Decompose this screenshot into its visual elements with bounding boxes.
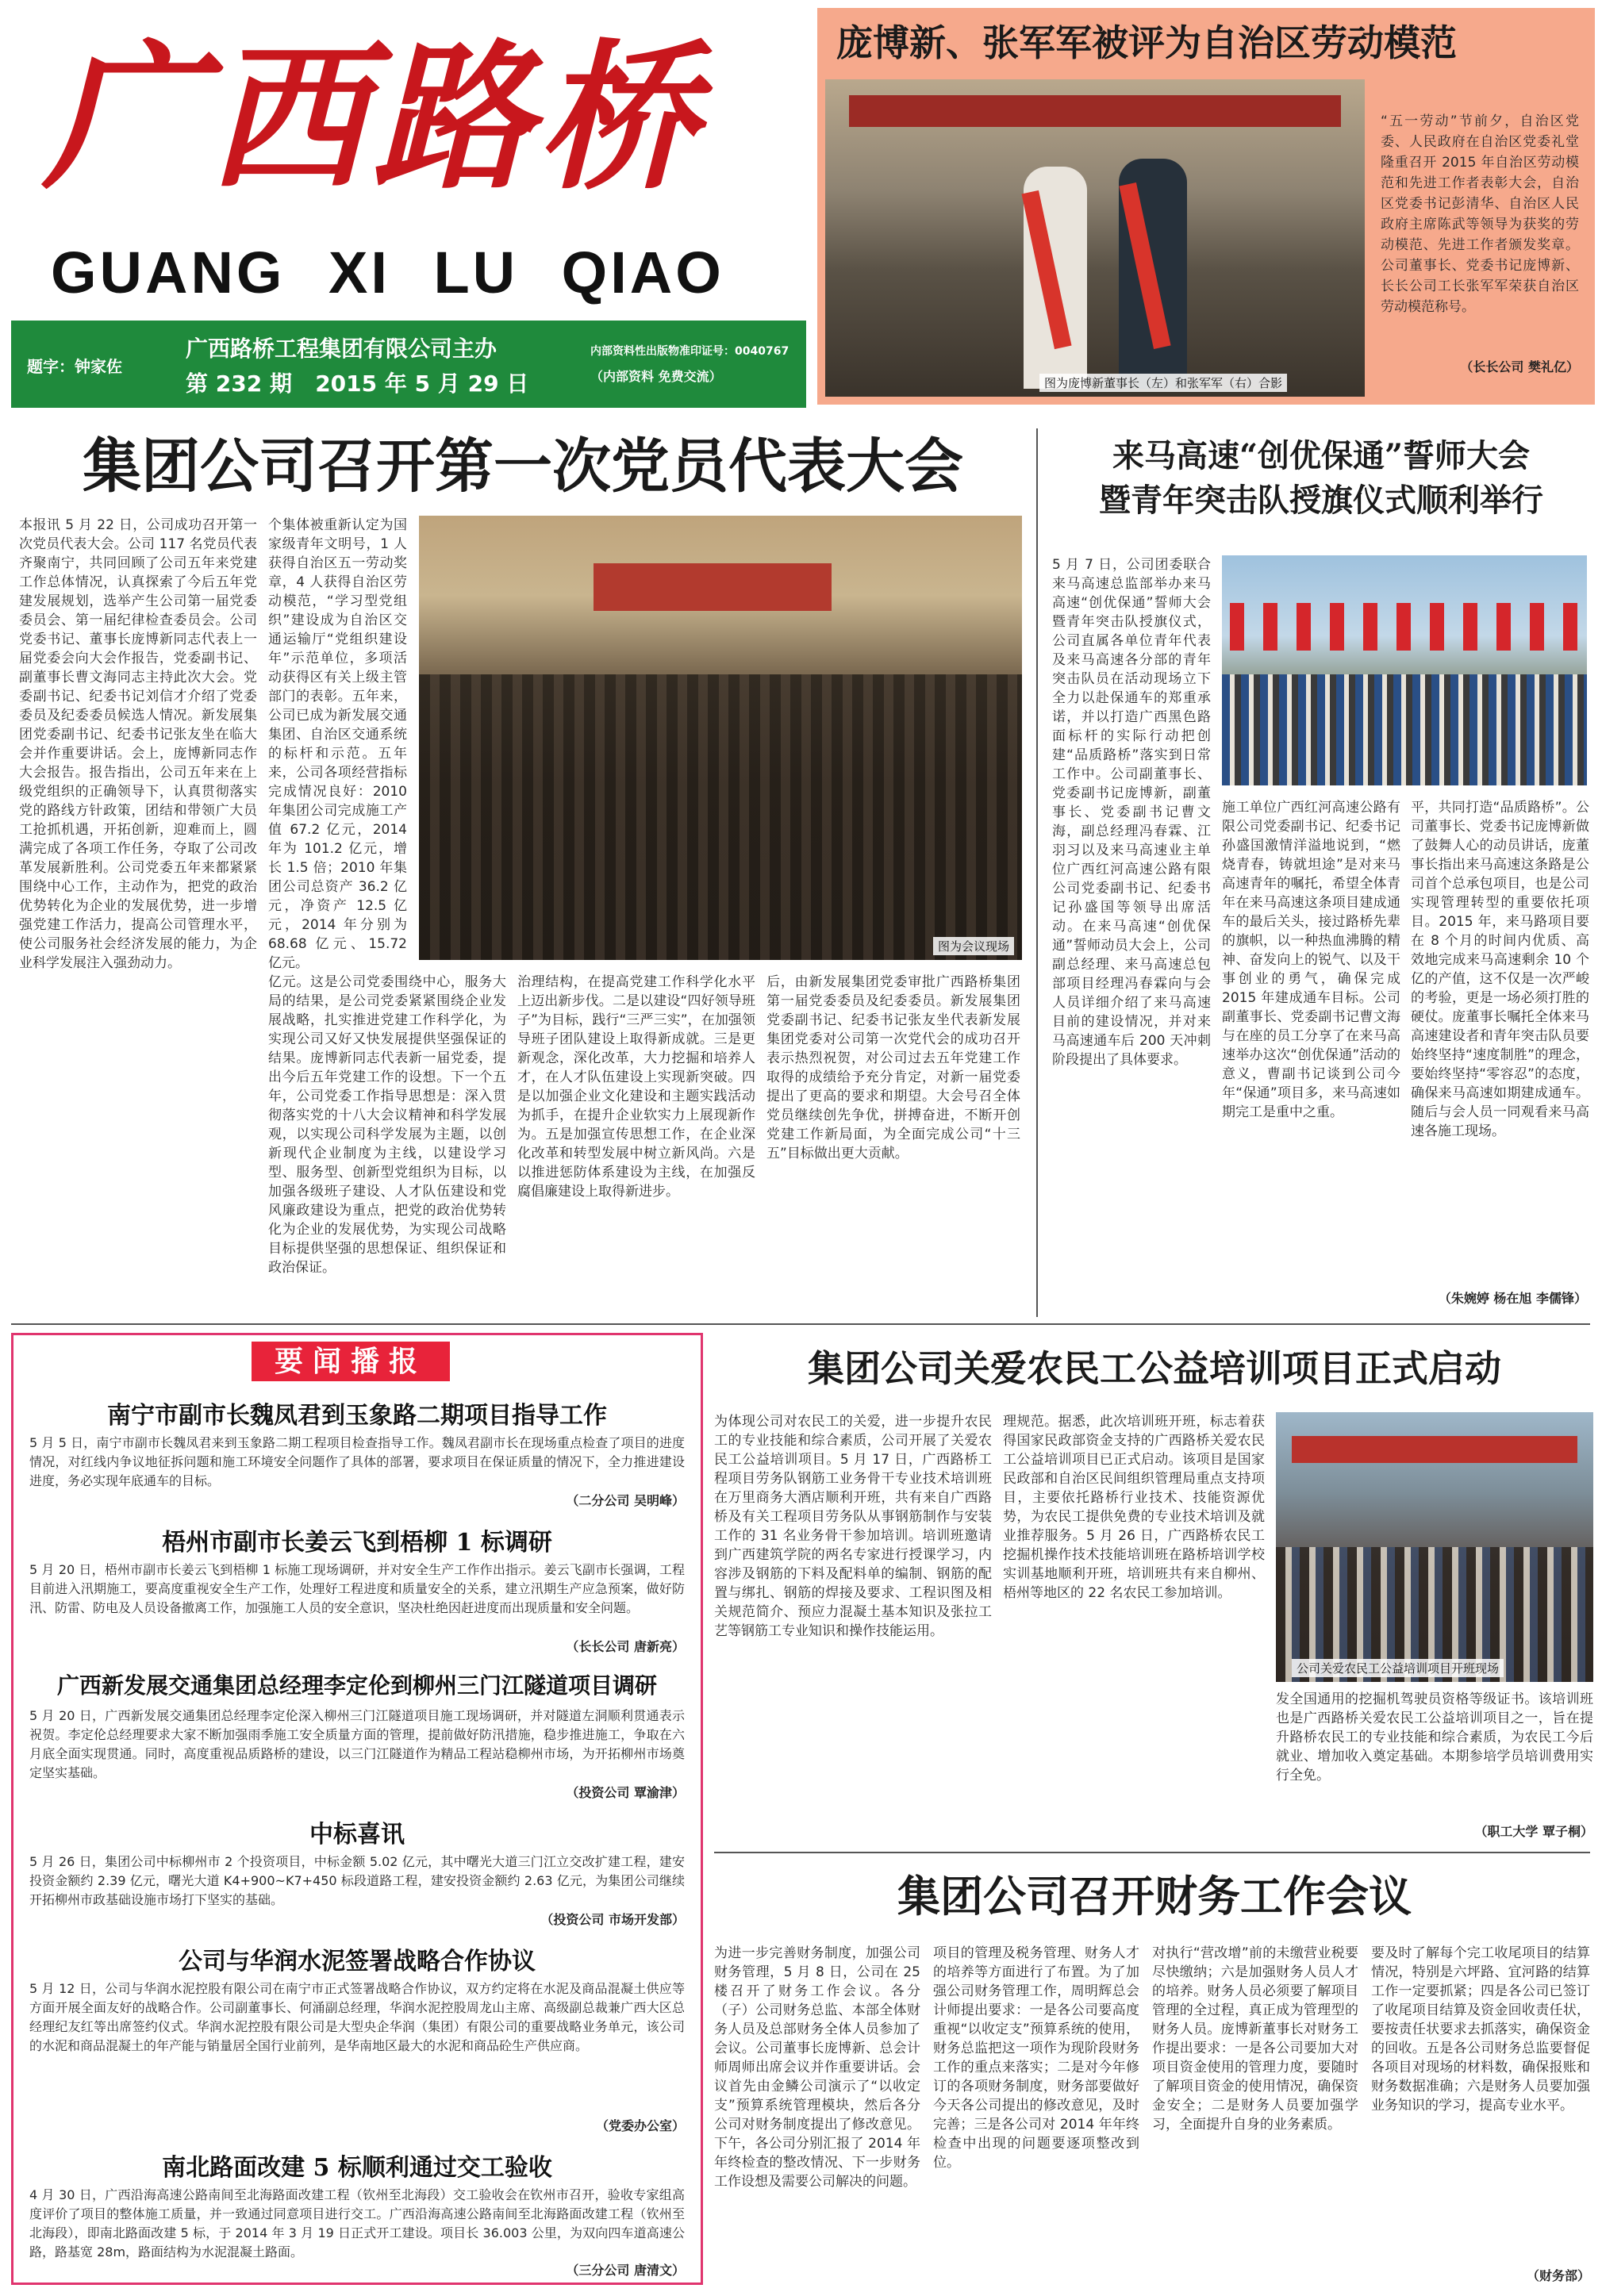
brief-title-2: 梧州市副市长姜云飞到梧柳 1 标调研: [162, 1529, 552, 1557]
issue-info: 第 232 期 2015 年 5 月 29 日: [186, 371, 529, 397]
brief-title-4: 中标喜讯: [309, 1821, 405, 1849]
brief-credit-3: （投资公司 覃渝津）: [566, 1785, 685, 1800]
meeting-audience: [419, 674, 1022, 960]
lead-col-1: 本报讯 5 月 22 日，公司成功召开第一次党员代表大会。公司 117 名党员代表齐聚南宁，共同回顾了公司五年来党建工作总体情况，认真探索了今后五年党建发展规划，选举产生公司第一届党委委员会、第一届纪律检查委员会。公司党委书记、董事长庞博新同志代表上一届党委会向大会作报告，党委副书记、副董事长曹文海同志主持此次大会。党委副书记、纪委书记刘信才介绍了党委委员及纪委委员候选人情况。新发展集团党委副书记、纪委书记张友坐在临大会并作重要讲话。会上，庞博新同志作大会报告。报告指出，公司五年来在上级党组织的正确领导下，认真贯彻落实党的路线方针政策，团结和带领广大员工抢抓机遇，开拓创新，迎难而上，圆满完成了各项工作任务，夺取了公司改革发展新胜利。公司党委五年来都紧紧围绕中心工作，主动作为，把党的政治优势转化为企业的发展优势，进一步增强党建工作活力，提高公司管理水平，使公司服务社会经济发展的能力，为企业科学发展注入强劲动力。: [19, 517, 257, 971]
brief-text-2: 5 月 20 日，梧州市副市长姜云飞到梧柳 1 标施工现场调研，并对安全生产工作作出指示。姜云飞副市长强调，工程目前进入汛期施工，要高度重视安全生产工作，处理好工程进度和质量安全的关系，建立汛期生产应急预案，做好防汛、防雷、防电及人员设备撤离工作，加强施工人员的安全意识，坚决杜绝因赶进度而出现质量和安全问题。: [29, 1562, 685, 1615]
brief-text-6: 4 月 30 日，广西沿海高速公路南间至北海路面改建工程（钦州至北海段）交工验收会在钦州市召开，验收专家组高度评价了项目的整体施工质量，并一致通过同意项目进行交工。广西沿海高速公路南间至北海路面改建工程（钦州至北海段），即南北路面改建 5 标，于 2014 年 3 月 19 日正式开工建设。项目长 36.003 公里，为双向四车道高速公路，路基宽 28m，路面结构为水泥混凝土路面。: [29, 2187, 685, 2260]
internal-note: （内部资料 免费交流）: [590, 369, 722, 384]
stage-banner: [849, 95, 1341, 127]
award-photo-caption: 图为庞博新董事长（左）和张军军（右）合影: [1039, 374, 1287, 392]
right-title-2: 暨青年突击队授旗仪式顺利举行: [1099, 482, 1543, 519]
lead-col-5: 后，由新发展集团党委审批广西路桥集团第一届党委委员及纪委委员。新发展集团党委副书记、纪委书记张友坐代表新发展集团党委对公司第一次党代会的成功召开表示热烈祝贺，对公司过去五年党建工作取得的成绩给予充分肯定，对新一届党委提出了更高的要求和期望。大会号召全体党员继续创先争优，拼搏奋进，不断开创党建工作新局面，为全面完成公司“十三五”目标做出更大贡献。: [766, 974, 1020, 1161]
award-photo: [825, 79, 1365, 397]
finance-credit: （财务部）: [1526, 2268, 1590, 2283]
brief-text-5: 5 月 12 日，公司与华润水泥控股有限公司在南宁市正式签署战略合作协议，双方约定将在水泥及商品混凝土供应等方面开展全面友好的战略合作。公司副董事长、何涌副总经理，华润水泥控股周龙山主席、高级副总裁兼广西大区总经理纪友红等出席签约仪式。华润水泥控股有限公司是大型央企华润（集团）有限公司的重要战略业务单元，该公司的水泥和商品混凝土的年产能与销量居全国行业前列，是华南地区最大的水泥和商品砼生产供应商。: [29, 1981, 685, 2053]
right-title-1: 来马高速“创优保通”誓师大会: [1112, 437, 1530, 474]
right-story-credit: （朱婉婷 杨在旭 李儒锋）: [1438, 1291, 1587, 1306]
brief-credit-2: （长长公司 唐新亮）: [566, 1639, 685, 1654]
meeting-photo-caption: 图为会议现场: [933, 937, 1014, 955]
lead-title: 集团公司召开第一次党员代表大会: [83, 432, 963, 501]
divider-horizontal-mid: [11, 1323, 1590, 1325]
finance-col-2: 项目的管理及税务管理、财务人才的培养等方面进行了布置。为了加强公司财务管理工作，周明辉总会计师提出要求：一是各公司要高度重视“以收定支”预算系统的使用，财务总监把这一项作为现阶段财务工作的重点来落实；二是对今年修订的各项财务制度，财务部要做好今天各公司提出的修改意见，及时完善；三是各公司对 2014 年年终检查中出现的问题要逐项整改到位。: [933, 1945, 1139, 2171]
training-col-1: 为体现公司对农民工的关爱，进一步提升农民工的专业技能和综合素质，公司开展了关爱农民工公益培训项目。5 月 17 日，广西路桥工程项目劳务队钢筋工业务骨干专业技术培训班在万里商务大酒店顺利开班，共有来自广西路桥及有关工程项目劳务队从事钢筋制作与安装工作的 31 名业务骨干参加培训。培训班邀请到广西建筑学院的两名专家进行授课学习，内容涉及钢筋的下料及配料单的编制、钢筋的配置与绑扎、钢筋的焊接及要求、工程识图及相关规范简介、预应力混凝土基本知识及张拉工艺等钢筋工专业知识和操作技能运用。: [714, 1414, 992, 1639]
meeting-stage: [594, 563, 832, 611]
brief-credit-5: （党委办公室）: [595, 2118, 685, 2133]
lead-col-3: 亿元。这是公司党委围绕中心，服务大局的结果，是公司党委紧紧围绕企业发展战略，扎实推进党建工作科学化，为实现公司又好又快发展提供坚强保证的结果。庞博新同志代表新一届党委，提出今后五年党建工作的设想。下一个五年，公司党委工作指导思想是：深入贯彻落实党的十八大会议精神和科学发展观，以实现公司科学发展为主题，以创新现代企业制度为主线，以建设学习型、服务型、创新型党组织为目标，以加强各级班子建设、人才队伍建设和党风廉政建设为重点，把党的政治优势转化为企业的发展优势，为实现公司战略目标提供坚强的思想保证、组织保证和政治保证。: [268, 974, 506, 1276]
briefs-box: [11, 1333, 703, 2285]
right-col-2: 施工单位广西红河高速公路有限公司党委副书记、纪委书记孙盛国激情洋溢地说到，“燃烧青春，铸就坦途”是对来马高速青年的嘱托，希望全体青年在来马高速这条项目建成通车的最后关头，接过路桥先辈的旗帜，以一种热血沸腾的精神、奋发向上的锐气、以及干事创业的勇气，确保完成 2015 年建成通车目标。公司副董事长、党委副书记曹文海与在座的员工分享了在来马高速举办这次“创优保通”活动的意义，曹副书记谈到公司今年“保通”项目多，来马高速如期完工是重中之重。: [1222, 800, 1400, 1120]
brief-credit-4: （投资公司 市场开发部）: [540, 1912, 685, 1927]
briefs-header: 要闻播报: [252, 1342, 450, 1381]
brief-title-6: 南北路面改建 5 标顺利通过交工验收: [162, 2154, 552, 2182]
finance-col-1: 为进一步完善财务制度，加强公司财务管理，5 月 8 日，公司在 25 楼召开了财务工作会议。各分（子）公司财务总监、本部全体财务人员及总部财务全体人员参加了会议。公司董事长庞博新、总会计师周师出席会议并作重要讲话。会议首先由金鳞公司演示了“以收定支”预算系统管理模块，然后各分公司对财务制度提出了修改意见。下午，各公司分别汇报了 2014 年年终检查的整改情况、下一步财务工作设想及需要公司解决的问题。: [714, 1945, 920, 2190]
right-col-3: 平，共同打造“品质路桥”。公司董事长、党委书记庞博新做了鼓舞人心的动员讲话，庞董事长指出来马高速这条路是公司首个总承包项目，也是公司实现管理转型的重要依托项目。2015 年，来马路项目要在 8 个月的时间内优质、高效地完成来马高速剩余 10 个亿的产值，这不仅是一次严峻的考验，更是一场必须打胜的硬仗。庞董事长嘱托全体来马高速建设者和青年突击队员要始终坚持“速度制胜”的理念，要始终坚持“零容忍”的态度，确保来马高速如期建成通车。随后与会人员一同观看来马高速各施工现场。: [1411, 800, 1589, 1139]
divider-vertical-top: [1036, 428, 1038, 1317]
sponsor: 广西路桥工程集团有限公司主办: [186, 336, 498, 362]
training-credit: （职工大学 覃子桐）: [1474, 1824, 1593, 1839]
brief-text-1: 5 月 5 日，南宁市副市长魏凤君来到玉象路二期工程项目检查指导工作。魏凤君副市长在现场重点检查了项目的进度情况，对红线内争议地征拆问题和施工环境安全问题作了具体的部署，要求项目在保证质量的情况下，全力推进建设进度，务必实现年底通车的目标。: [29, 1435, 685, 1488]
finance-col-4: 要及时了解每个完工收尾项目的结算情况，特别是六坪路、宜河路的结算工作一定要抓紧；四是各公司已签订了收尾项目结算及资金回收责任状，要按责任状要求去抓落实，确保资金的回收。五是各公司财务总监要督促各项目对现场的材料数，确保报账和财务数据准确；六是财务人员要加强业务知识的学习，提高专业水平。: [1371, 1945, 1590, 2114]
brief-credit-1: （二分公司 吴明峰）: [566, 1493, 685, 1508]
right-col-1: 5 月 7 日，公司团委联合来马高速总监部举办来马高速“创优保通”誓师大会暨青年突击队授旗仪式，公司直属各单位青年代表及来马高速各分部的青年突击队员在活动现场立下全力以赴保通车的郑重承诺，并以打造广西黑色路面标杆的实际行动把创建“品质路桥”落实到日常工作中。公司副董事长、党委副书记庞博新，副董事长、党委副书记曹文海，副总经理冯春霖、江羽习以及来马高速业主单位广西红河高速公路有限公司党委副书记、纪委书记孙盛国等领导出席活动。在来马高速“创优保通”誓师动员大会上，公司副总经理、来马高速总包部项目经理冯春霖向与会人员详细介绍了来马高速目前的建设情况，并对来马高速通车后 200 天冲刺阶段提出了具体要求。: [1052, 557, 1211, 1068]
finance-title: 集团公司召开财务工作会议: [897, 1871, 1412, 1922]
masthead-title: 广西路桥: [43, 25, 704, 211]
brief-title-1: 南宁市副市长魏凤君到玉象路二期项目指导工作: [107, 1402, 607, 1430]
top-feature-title: 庞博新、张军军被评为自治区劳动模范: [836, 21, 1457, 64]
training-photo-caption: 公司关爱农民工公益培训项目开班现场: [1292, 1659, 1504, 1677]
training-photo: [1276, 1412, 1593, 1682]
calligraphy-note: 题字：钟家佐: [27, 357, 122, 376]
masthead: [11, 11, 805, 408]
meeting-photo: [419, 516, 1022, 960]
training-col-3: 发全国通用的挖掘机驾驶员资格等级证书。该培训班也是广西路桥关爱农民工公益培训项目之一，旨在提升路桥农民工的专业技能和综合素质，为农民工今后就业、增加收入奠定基础。本期参培学员培训费用实行全免。: [1276, 1691, 1593, 1783]
brief-credit-6: （三分公司 唐清文）: [566, 2263, 685, 2278]
brief-title-3: 广西新发展交通集团总经理李定伦到柳州三门江隧道项目调研: [56, 1672, 657, 1699]
masthead-pinyin: GUANG XI LU QIAO: [51, 240, 724, 305]
rally-flags: [1230, 603, 1579, 651]
top-feature-body: “五一劳动”节前夕，自治区党委、人民政府在自治区党委礼堂隆重召开 2015 年自治区劳动模范和先进工作者表彰大会，自治区党委书记彭清华、自治区人民政府主席陈武等领导为获奖的劳动模范、先进工作者颁发奖章。公司董事长、党委书记庞博新、长长公司工长张军军荣获自治区劳动模范称号。: [1381, 113, 1579, 315]
top-feature: [817, 8, 1595, 405]
lead-col-4: 治理结构，在提高党建工作科学化水平上迈出新步伐。二是以建设“四好领导班子”为目标，践行“三严三实”，在加强领导班子团队建设上取得新成就。三是更新观念，深化改革，大力挖掘和培养人才，在人才队伍建设上实现新突破。四是以加强企业文化建设和主题实践活动为抓手，在提升企业软实力上展现新作为。五是加强宣传思想工作，在企业深化改革和转型发展中树立新风尚。六是以推进惩防体系建设为主线，在加强反腐倡廉建设上取得新进步。: [517, 974, 755, 1200]
rally-crowd: [1222, 674, 1587, 785]
divider-horizontal-right: [714, 1852, 1590, 1853]
brief-text-3: 5 月 20 日，广西新发展交通集团总经理李定伦深入柳州三门江隧道项目施工现场调研，并对隧道左洞顺利贯通表示祝贺。李定伦总经理要求大家不断加强雨季施工安全质量方面的管理，提前做好防汛措施，稳步推进施工，争取在六月底全面实现贯通。同时，高度重视品质路桥的建设，以三门江隧道作为精品工程站稳柳州市场，为开拓柳州市场奠定坚实基础。: [29, 1708, 685, 1780]
permit-number: 内部资料性出版物准印证号：0040767: [590, 345, 789, 358]
lead-col-2: 个集体被重新认定为国家级青年文明号，1 人获得自治区五一劳动奖章，4 人获得自治区劳动模范，“学习型党组织”建设成为自治区交通运输厅“党组织建设年”示范单位，多项活动获得区有关上级主管部门的表彰。五年来，公司已成为新发展交通集团、自治区交通系统的标杆和示范。五年来，公司各项经营指标完成情况良好：2010 年集团公司完成施工产值 67.2 亿元，2014 年为 101.2 亿元，增长 1.5 倍；2010 年集团公司总资产 36.2 亿元，净资产 12.5 亿元，2014 年分别为 68.68 亿元、15.72 亿元。: [268, 517, 407, 971]
top-feature-credit: （长长公司 樊礼亿）: [1460, 359, 1579, 374]
brief-text-4: 5 月 26 日，集团公司中标柳州市 2 个投资项目，中标金额 5.02 亿元，其中曙光大道三门江立交改扩建工程，建安投资金额约 2.39 亿元，曙光大道 K4+900~K7+450 标段道路工程，建安投资金额约 2.63 亿元，为集团公司继续开拓柳州市政基础设施市场打下坚实的基础。: [29, 1854, 685, 1907]
finance-col-3: 对执行“营改增”前的未缴营业税要尽快缴纳；六是加强财务人员人才的培养。财务人员必须要了解项目管理的全过程，真正成为管理型的财务人员。庞博新董事长对财务工作提出要求：一是各公司要加大对项目资金使用的管理力度，要随时了解项目资金的使用情况，确保资金安全；二是财务人员要加强学习，全面提升自身的业务素质。: [1152, 1945, 1358, 2133]
training-banner: [1292, 1436, 1577, 1463]
masthead-band: [11, 321, 806, 408]
training-col-2: 理规范。据悉，此次培训班开班，标志着获得国家民政部资金支持的广西路桥关爱农民工公益培训项目已正式启动。该项目是国家民政部和自治区民间组织管理局重点支持项目，主要依托路桥行业技术、技能资源优势，为农民工提供免费的专业技术培训及就业推荐服务。5 月 26 日，广西路桥农民工挖掘机操作技术技能培训班在路桥培训学校实训基地顺利开班，培训班共有来自柳州、梧州等地区的 22 名农民工参加培训。: [1003, 1414, 1265, 1601]
brief-title-5: 公司与华润水泥签署战略合作协议: [179, 1948, 536, 1975]
rally-photo: [1222, 555, 1587, 785]
training-title: 集团公司关爱农民工公益培训项目正式启动: [808, 1347, 1501, 1390]
